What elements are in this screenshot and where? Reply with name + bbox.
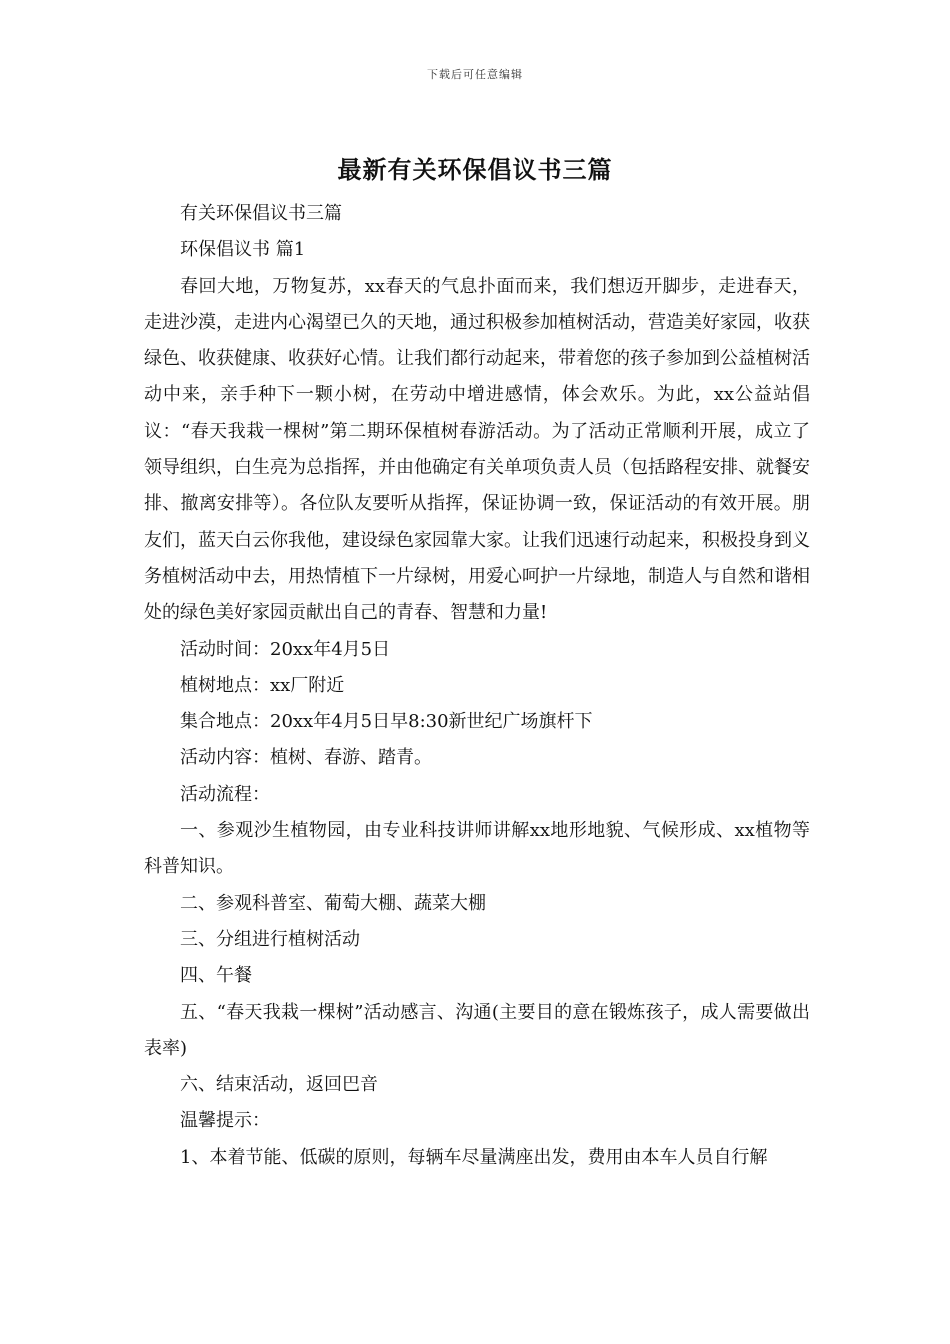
schedule-item: 二、参观科普室、葡萄大棚、蔬菜大棚 — [180, 892, 486, 914]
event-schedule-heading: 活动流程： — [180, 783, 270, 805]
schedule-item: 三、分组进行植树活动 — [180, 928, 360, 950]
document-title: 最新有关环保倡议书三篇 — [337, 155, 613, 184]
meeting-location: 集合地点：20xx年4月5日早8:30新世纪广场旗杆下 — [180, 711, 593, 733]
event-content: 活动内容：植树、春游、踏青。 — [180, 747, 432, 769]
schedule-item: 六、结束活动，返回巴音 — [180, 1074, 378, 1096]
subtitle-paragraph: 有关环保倡议书三篇 — [180, 203, 342, 224]
section-heading: 环保倡议书 篇1 — [180, 239, 306, 261]
schedule-item: 一、参观沙生植物园，由专业科技讲师讲解xx地形地貌、气候形成、xx植物等科普知识。 — [144, 820, 810, 878]
intro-paragraph: 春回大地，万物复苏，xx春天的气息扑面而来，我们想迈开脚步，走进春天，走进沙漠，走进内心渴望已久的天地，通过积极参加植树活动，营造美好家园，收获绿色、收获健康、收获好心情。让我们都行动起来，带着您的孩子参加到公益植树活动中来，亲手种下一颗小树，在劳动中增进感情，体会欢乐。为此，xx公益站倡议：“春天我栽一棵树”第二期环保植树春游活动。为了活动正常顺利开展，成立了领导组织，白生亮为总指挥，并由他确定有关单项负责人员（包括路程安排、就餐安排、撤离安排等）。各位队友要听从指挥，保证协调一致，保证活动的有效开展。朋友们，蓝天白云你我他，建设绿色家园靠大家。让我们迅速行动起来，积极投身到义务植树活动中去，用热情植下一片绿树，用爱心呵护一片绿地，制造人与自然和谐相处的绿色美好家园贡献出自己的青春、智慧和力量! — [144, 275, 810, 624]
tip-item: 1、本着节能、低碳的原则，每辆车尽量满座出发，费用由本车人员自行解 — [180, 1146, 768, 1168]
schedule-item: 五、“春天我栽一棵树”活动感言、沟通(主要目的意在锻炼孩子，成人需要做出表率) — [144, 1001, 810, 1059]
document-body — [144, 196, 810, 1176]
tips-heading: 温馨提示： — [180, 1110, 270, 1132]
page-header-note: 下载后可任意编辑 — [427, 68, 523, 81]
schedule-item: 四、午餐 — [180, 965, 252, 987]
event-time: 活动时间：20xx年4月5日 — [180, 638, 391, 660]
planting-location: 植树地点：xx厂附近 — [180, 674, 345, 696]
